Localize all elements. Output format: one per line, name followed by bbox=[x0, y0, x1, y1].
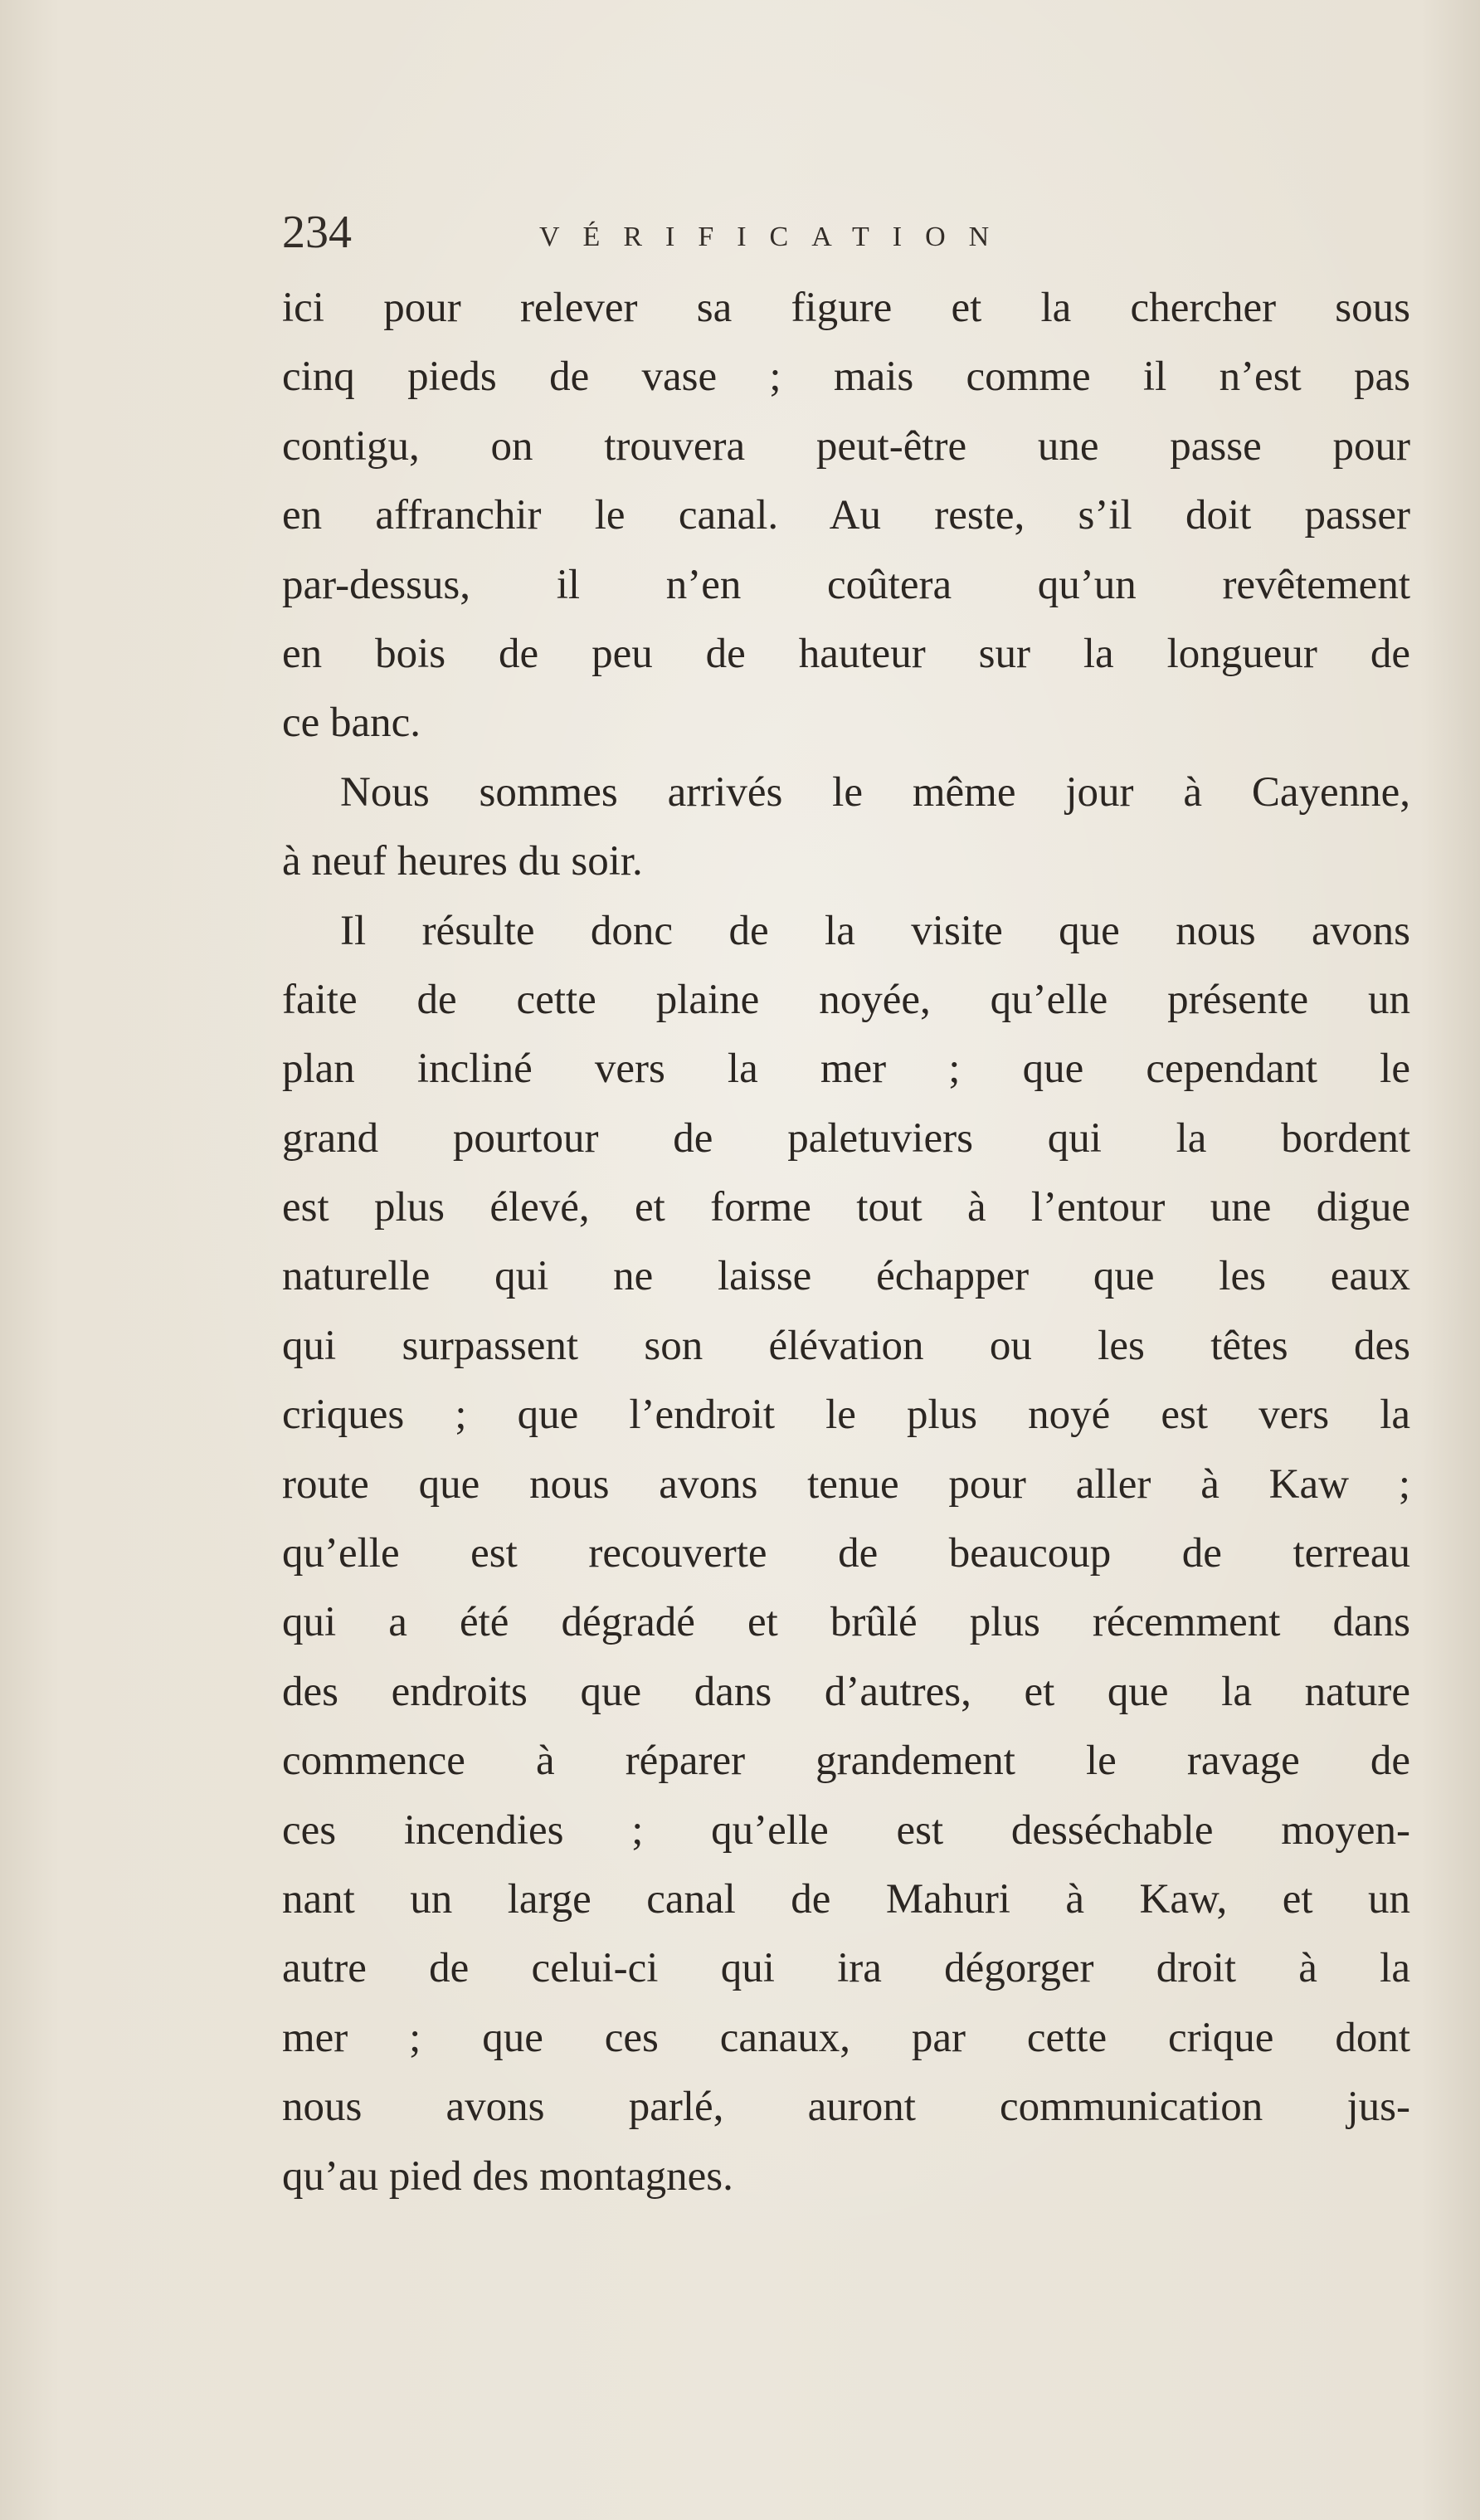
page-header bbox=[282, 199, 1278, 266]
paragraph-2 bbox=[282, 758, 1410, 897]
text-line: par-dessus, il n’en coûtera qu’un revêtement bbox=[282, 561, 1410, 608]
text-line: faite de cette plaine noyée, qu’elle présente un bbox=[282, 976, 1410, 1023]
text-line: des endroits que dans d’autres, et que la nature bbox=[282, 1668, 1410, 1715]
text-line: commence à réparer grandement le ravage de bbox=[282, 1738, 1410, 1785]
text-line: ce banc. bbox=[282, 699, 421, 747]
paragraph-3 bbox=[282, 897, 1410, 2211]
text-line: criques ; que l’endroit le plus noyé est vers la bbox=[282, 1392, 1410, 1439]
text-line: plan incliné vers la mer ; que cependant le bbox=[282, 1046, 1410, 1093]
text-line: nous avons parlé, auront communication jus- bbox=[282, 2084, 1410, 2131]
text-line: est plus élevé, et forme tout à l’entour une digue bbox=[282, 1184, 1410, 1231]
text-line: cinq pieds de vase ; mais comme il n’est pas bbox=[282, 353, 1410, 401]
text-line: en affranchir le canal. Au reste, s’il doit passer bbox=[282, 492, 1410, 539]
text-line: contigu, on trouvera peut-être une passe pour bbox=[282, 422, 1410, 470]
text-line: qu’elle est recouverte de beaucoup de terreau bbox=[282, 1530, 1410, 1577]
text-line: qu’au pied des montagnes. bbox=[282, 2152, 733, 2200]
text-line: route que nous avons tenue pour aller à Kaw ; bbox=[282, 1460, 1410, 1508]
paragraph-1 bbox=[282, 274, 1410, 758]
page-number: 234 bbox=[282, 207, 352, 258]
text-line: qui a été dégradé et brûlé plus récemment dans bbox=[282, 1599, 1410, 1646]
text-line: grand pourtour de paletuviers qui la bordent bbox=[282, 1114, 1410, 1162]
text-line: en bois de peu de hauteur sur la longueur de bbox=[282, 630, 1410, 677]
text-line: ces incendies ; qu’elle est desséchable moyen- bbox=[282, 1806, 1410, 1854]
text-line: nant un large canal de Mahuri à Kaw, et un bbox=[282, 1875, 1410, 1923]
text-line: Il résulte donc de la visite que nous avons bbox=[340, 907, 1410, 954]
text-line: mer ; que ces canaux, par cette crique dont bbox=[282, 2014, 1410, 2061]
text-line: ici pour relever sa figure et la chercher sous bbox=[282, 285, 1410, 331]
running-head: VÉRIFICATION bbox=[539, 222, 1013, 252]
body-text bbox=[282, 274, 1410, 2211]
text-line: qui surpassent son élévation ou les têtes des bbox=[282, 1322, 1410, 1369]
text-line: Nous sommes arrivés le même jour à Cayenne, bbox=[340, 768, 1410, 816]
text-line: autre de celui-ci qui ira dégorger droit à la bbox=[282, 1945, 1410, 1992]
text-line: naturelle qui ne laisse échapper que les eaux bbox=[282, 1253, 1410, 1300]
text-line: à neuf heures du soir. bbox=[282, 838, 643, 885]
